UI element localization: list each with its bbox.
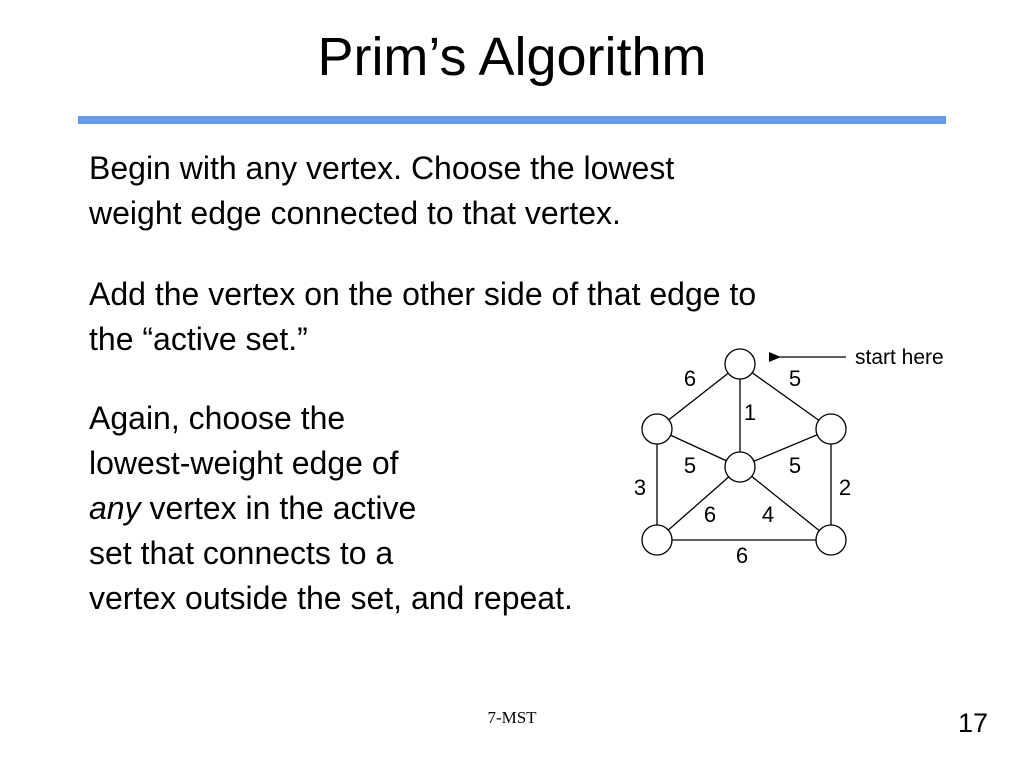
paragraph-add-vertex-line-2: the “active set.” — [89, 321, 308, 357]
paragraph-repeat-line-2: lowest-weight edge of — [89, 445, 399, 481]
title-divider — [78, 116, 946, 124]
paragraph-repeat-line-1: Again, choose the — [89, 400, 346, 436]
footer-label: 7-MST — [487, 708, 537, 727]
paragraph-begin-line-1: Begin with any vertex. Choose the lowest — [89, 150, 675, 186]
start-here-label: start here — [855, 346, 944, 369]
paragraph-begin — [89, 146, 949, 236]
vertex-top — [725, 349, 755, 379]
edge-center-lowerright — [740, 467, 831, 540]
weight-top-center: 1 — [743, 400, 757, 425]
weight-center-lowerright: 4 — [761, 502, 775, 527]
title-divider-bar — [78, 116, 946, 124]
edge-top-upperleft — [657, 364, 740, 429]
paragraph-repeat-line-5: vertex outside the set, and repeat. — [89, 580, 573, 616]
emphasis-any: any — [89, 490, 141, 526]
paragraph-add-vertex-line-1: Add the vertex on the other side of that edge to — [89, 276, 757, 312]
weight-upperleft-center: 5 — [683, 453, 697, 478]
slide-title: Prim’s Algorithm — [317, 27, 707, 87]
graph-diagram — [620, 335, 980, 575]
paragraph-begin-line-2: weight edge connected to that vertex. — [89, 195, 621, 231]
paragraph-repeat-line-4: set that connects to a — [89, 535, 394, 571]
vertex-lower-right — [816, 525, 846, 555]
vertex-center — [725, 452, 755, 482]
page-number: 17 — [957, 708, 988, 738]
paragraph-repeat-line-3-rest: vertex in the active — [140, 490, 417, 526]
weight-center-lowerleft: 6 — [703, 502, 717, 527]
weight-top-upperright: 5 — [788, 366, 802, 391]
vertex-upper-right — [816, 414, 846, 444]
edge-center-lowerleft — [657, 467, 740, 540]
weight-top-upperleft: 6 — [683, 366, 697, 391]
weight-upperright-center: 5 — [788, 453, 802, 478]
weight-upperright-lowerright: 2 — [838, 475, 852, 500]
vertex-upper-left — [642, 414, 672, 444]
vertex-lower-left — [642, 525, 672, 555]
weight-lowerleft-lowerright: 6 — [735, 543, 749, 568]
weight-upperleft-lowerleft: 3 — [633, 475, 647, 500]
